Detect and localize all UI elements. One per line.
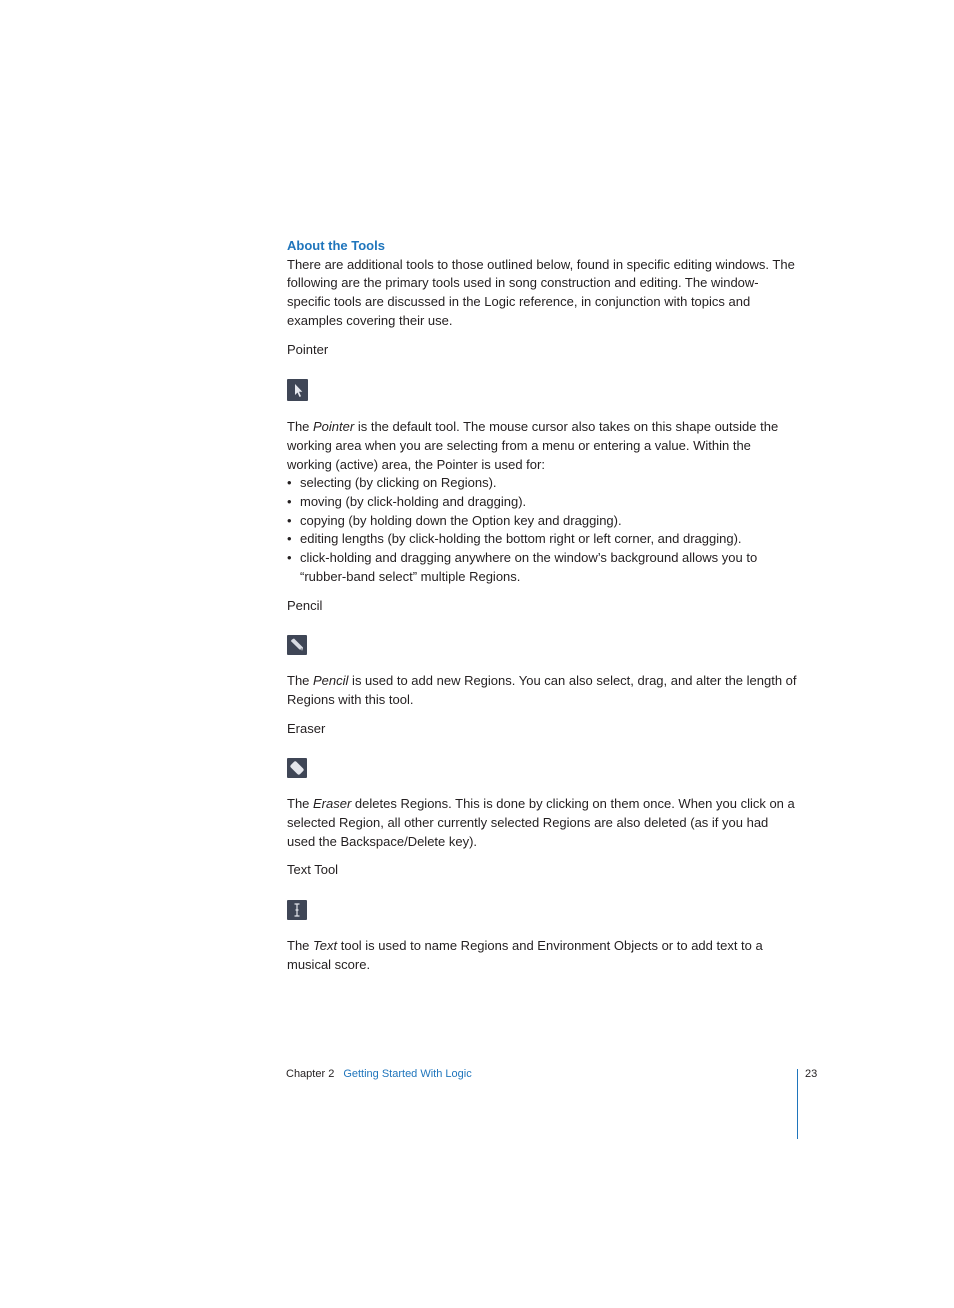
pointer-arrow-icon xyxy=(287,379,308,401)
section-title: About the Tools xyxy=(287,238,385,253)
list-item: • moving (by click-holding and dragging). xyxy=(287,493,797,512)
eraser-heading: Eraser xyxy=(287,720,326,736)
text-tool-description: The Text tool is used to name Regions and Environment Objects or to add text to a musical score. xyxy=(287,938,763,972)
list-item: • selecting (by clicking on Regions). xyxy=(287,474,797,493)
page-footer xyxy=(286,1068,472,1080)
chapter-label: Chapter 2 xyxy=(286,1068,335,1080)
pointer-uses-list xyxy=(287,474,797,586)
list-item: • copying (by holding down the Option key and dragging). xyxy=(287,512,797,531)
pointer-description: The Pointer is the default tool. The mouse cursor also takes on this shape outside the working area when you are selecting from a menu or entering a value. Within the working (active) area, the Pointer is used for: xyxy=(287,419,779,472)
list-item: • editing lengths (by click-holding the bottom right or left corner, and dragging). xyxy=(287,530,797,549)
pencil-icon xyxy=(287,635,307,655)
intro-paragraph: There are additional tools to those outlined below, found in specific editing windows. The following are the primary tools used in song construction and editing. The window-specific tools are discussed in the Logic reference, in conjunction with topics and examples covering their use. xyxy=(287,256,795,328)
pencil-heading: Pencil xyxy=(287,597,323,613)
footer-divider xyxy=(797,1069,798,1139)
text-cursor-icon xyxy=(287,900,307,920)
page-content xyxy=(287,237,797,975)
chapter-title: Getting Started With Logic xyxy=(343,1068,472,1080)
page-number: 23 xyxy=(805,1068,818,1080)
pencil-description: The Pencil is used to add new Regions. You can also select, drag, and alter the length of Regions with this tool. xyxy=(287,673,797,707)
eraser-icon xyxy=(287,758,307,778)
eraser-description: The Eraser deletes Regions. This is done by clicking on them once. When you click on a selected Region, all other currently selected Regions are also deleted (as if you had used the Backspace/Delete key). xyxy=(287,796,795,849)
list-item: • click-holding and dragging anywhere on the window’s background allows you to “rubber-band select” multiple Regions. xyxy=(287,549,797,586)
pointer-heading: Pointer xyxy=(287,341,329,357)
text-tool-heading: Text Tool xyxy=(287,862,339,878)
